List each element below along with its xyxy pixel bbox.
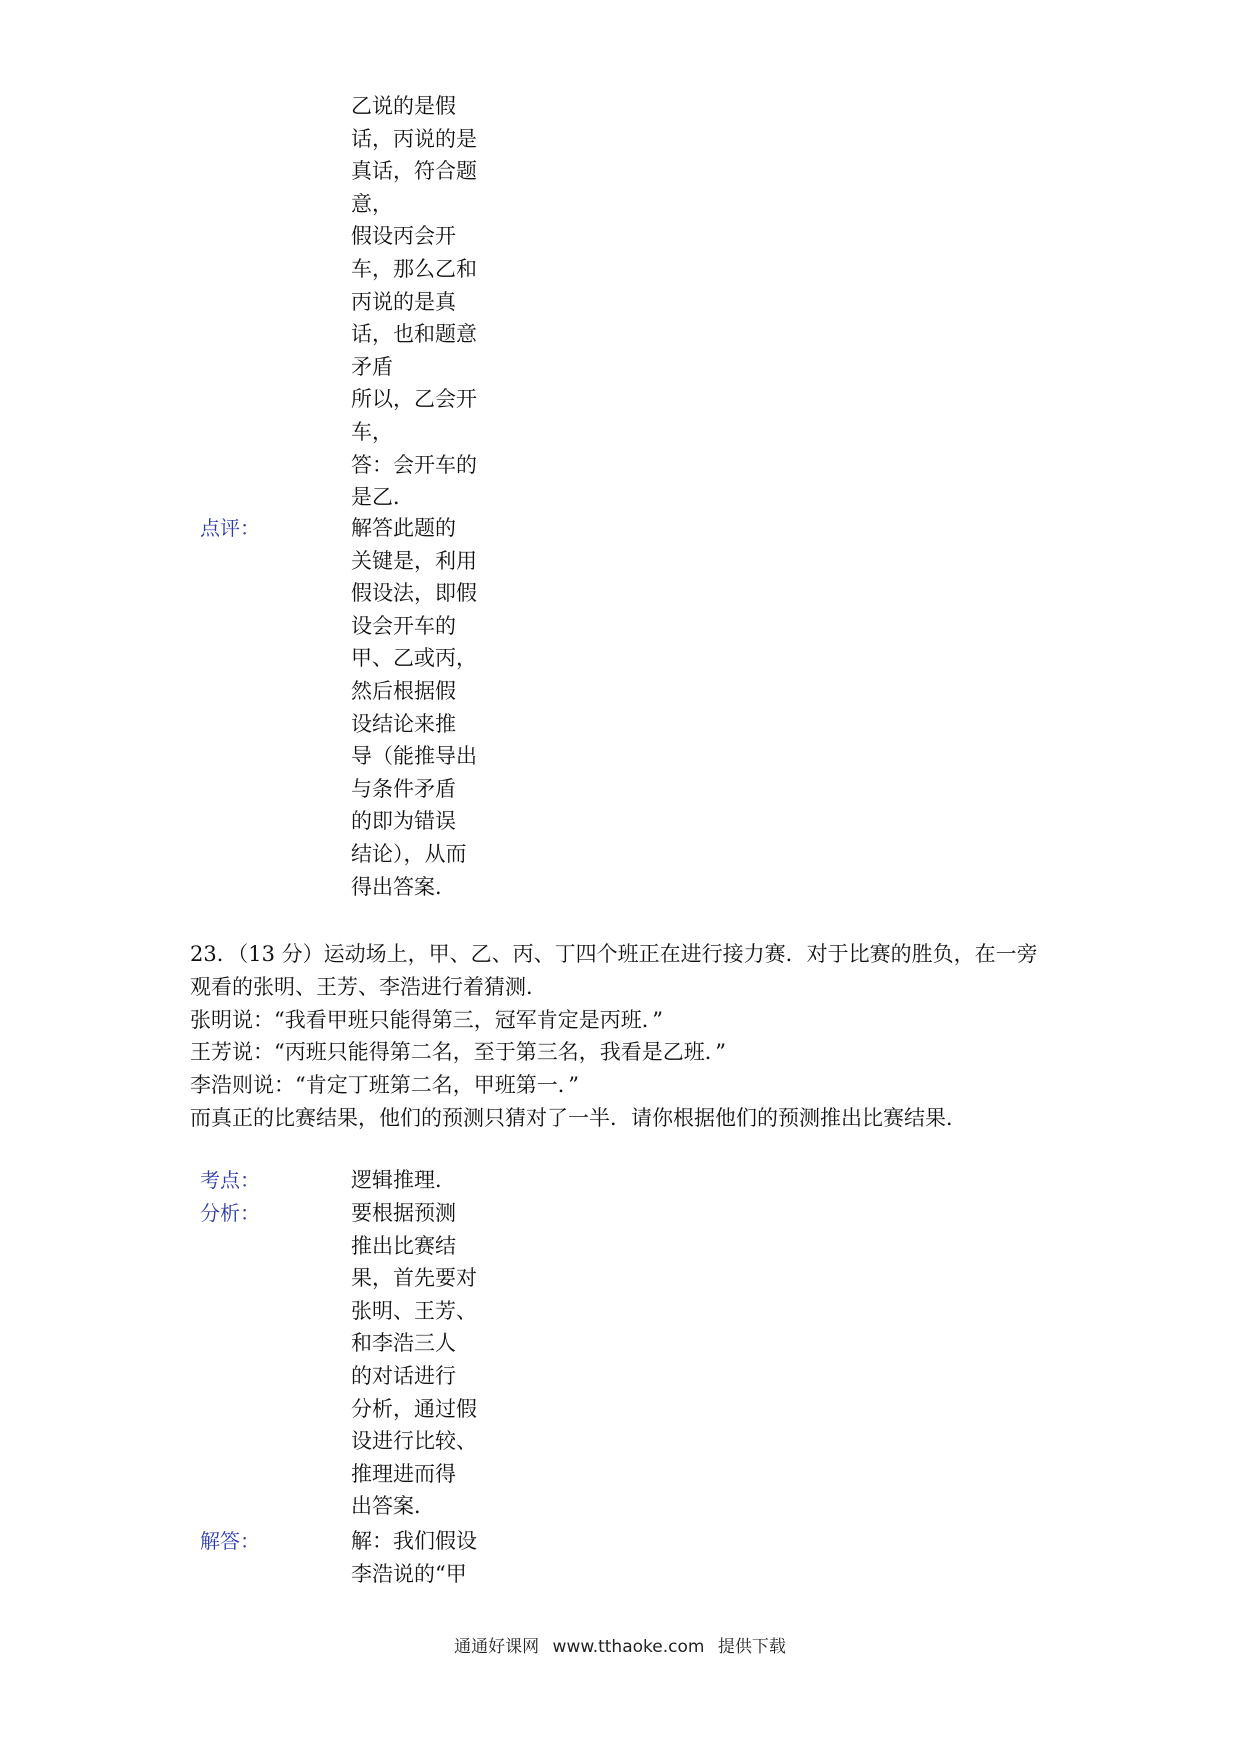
text-line: 要根据预测 — [351, 1201, 456, 1225]
text-line: 李浩说的“甲 — [351, 1561, 467, 1586]
text-line: 和李浩三人 — [351, 1331, 456, 1356]
solution-continued — [351, 90, 491, 514]
text-line: 所以，乙会开 — [351, 387, 477, 412]
text-line: 与条件矛盾 — [351, 776, 456, 801]
text-line: 然后根据假 — [351, 678, 456, 703]
jieda-label: 解答： — [200, 1529, 260, 1553]
fenxi-text — [351, 1197, 491, 1523]
text-line: 推理进而得 — [351, 1461, 456, 1486]
text-line: 答：会开车的 — [351, 452, 477, 477]
question-line: 观看的张明、王芳、李浩进行着猜测． — [190, 974, 547, 999]
text-line: 是乙． — [351, 485, 414, 510]
footer-note: 提供下载 — [717, 1637, 786, 1657]
text-line: 得出答案． — [351, 874, 456, 899]
footer-url[interactable]: www.tthaoke.com — [552, 1637, 705, 1657]
review-label: 点评： — [200, 516, 260, 540]
text-line: 矛盾 — [351, 354, 393, 379]
question-line: 而真正的比赛结果，他们的预测只猜对了一半．请你根据他们的预测推出比赛结果． — [190, 1105, 967, 1130]
text-line: 乙说的是假 — [351, 94, 456, 118]
text-line: 关键是，利用 — [351, 548, 477, 573]
text-line: 张明、王芳、 — [351, 1298, 477, 1323]
text-line: 推出比赛结 — [351, 1233, 456, 1258]
text-line: 丙说的是真 — [351, 289, 456, 314]
jieda-text — [351, 1525, 491, 1590]
footer-site-name: 通通好课网 — [454, 1637, 540, 1657]
text-line: 假设丙会开 — [351, 224, 456, 249]
text-line: 结论），从而 — [351, 841, 467, 866]
text-line: 设结论来推 — [351, 711, 456, 736]
text-line: 果，首先要对 — [351, 1266, 477, 1291]
text-line: 解答此题的 — [351, 516, 456, 540]
page-footer — [0, 1632, 1240, 1657]
text-line: 车，那么乙和 — [351, 256, 477, 281]
question-line: 23．（13 分）运动场上，甲、乙、丙、丁四个班正在进行接力赛．对于比赛的胜负，在一旁 — [190, 942, 1038, 966]
review-text — [351, 512, 491, 903]
question-line: 王芳说：“丙班只能得第二名，至于第三名，我看是乙班．” — [190, 1040, 726, 1065]
kaodian-text — [351, 1164, 491, 1197]
fenxi-label: 分析： — [200, 1201, 260, 1225]
text-line: 假设法，即假 — [351, 581, 477, 606]
text-line: 的对话进行 — [351, 1363, 456, 1388]
text-line: 设会开车的 — [351, 613, 456, 638]
text-line: 解：我们假设 — [351, 1529, 477, 1553]
question-line: 张明说：“我看甲班只能得第三，冠军肯定是丙班．” — [190, 1007, 663, 1032]
text-line: 话，丙说的是 — [351, 126, 477, 151]
text-line: 设进行比较、 — [351, 1429, 477, 1454]
text-line: 真话，符合题 — [351, 159, 477, 184]
text-line: 逻辑推理． — [351, 1168, 456, 1192]
kaodian-label: 考点： — [200, 1168, 260, 1192]
text-line: 出答案． — [351, 1494, 435, 1519]
text-line: 分析，通过假 — [351, 1396, 477, 1421]
text-line: 意， — [351, 191, 393, 216]
text-line: 话，也和题意 — [351, 322, 477, 347]
question-23 — [190, 938, 1090, 1135]
text-line: 甲、乙或丙， — [351, 646, 477, 671]
text-line: 的即为错误 — [351, 809, 456, 834]
text-line: 车， — [351, 419, 393, 444]
question-line: 李浩则说：“肯定丁班第二名，甲班第一．” — [190, 1073, 579, 1098]
text-line: 导（能推导出 — [351, 744, 477, 769]
